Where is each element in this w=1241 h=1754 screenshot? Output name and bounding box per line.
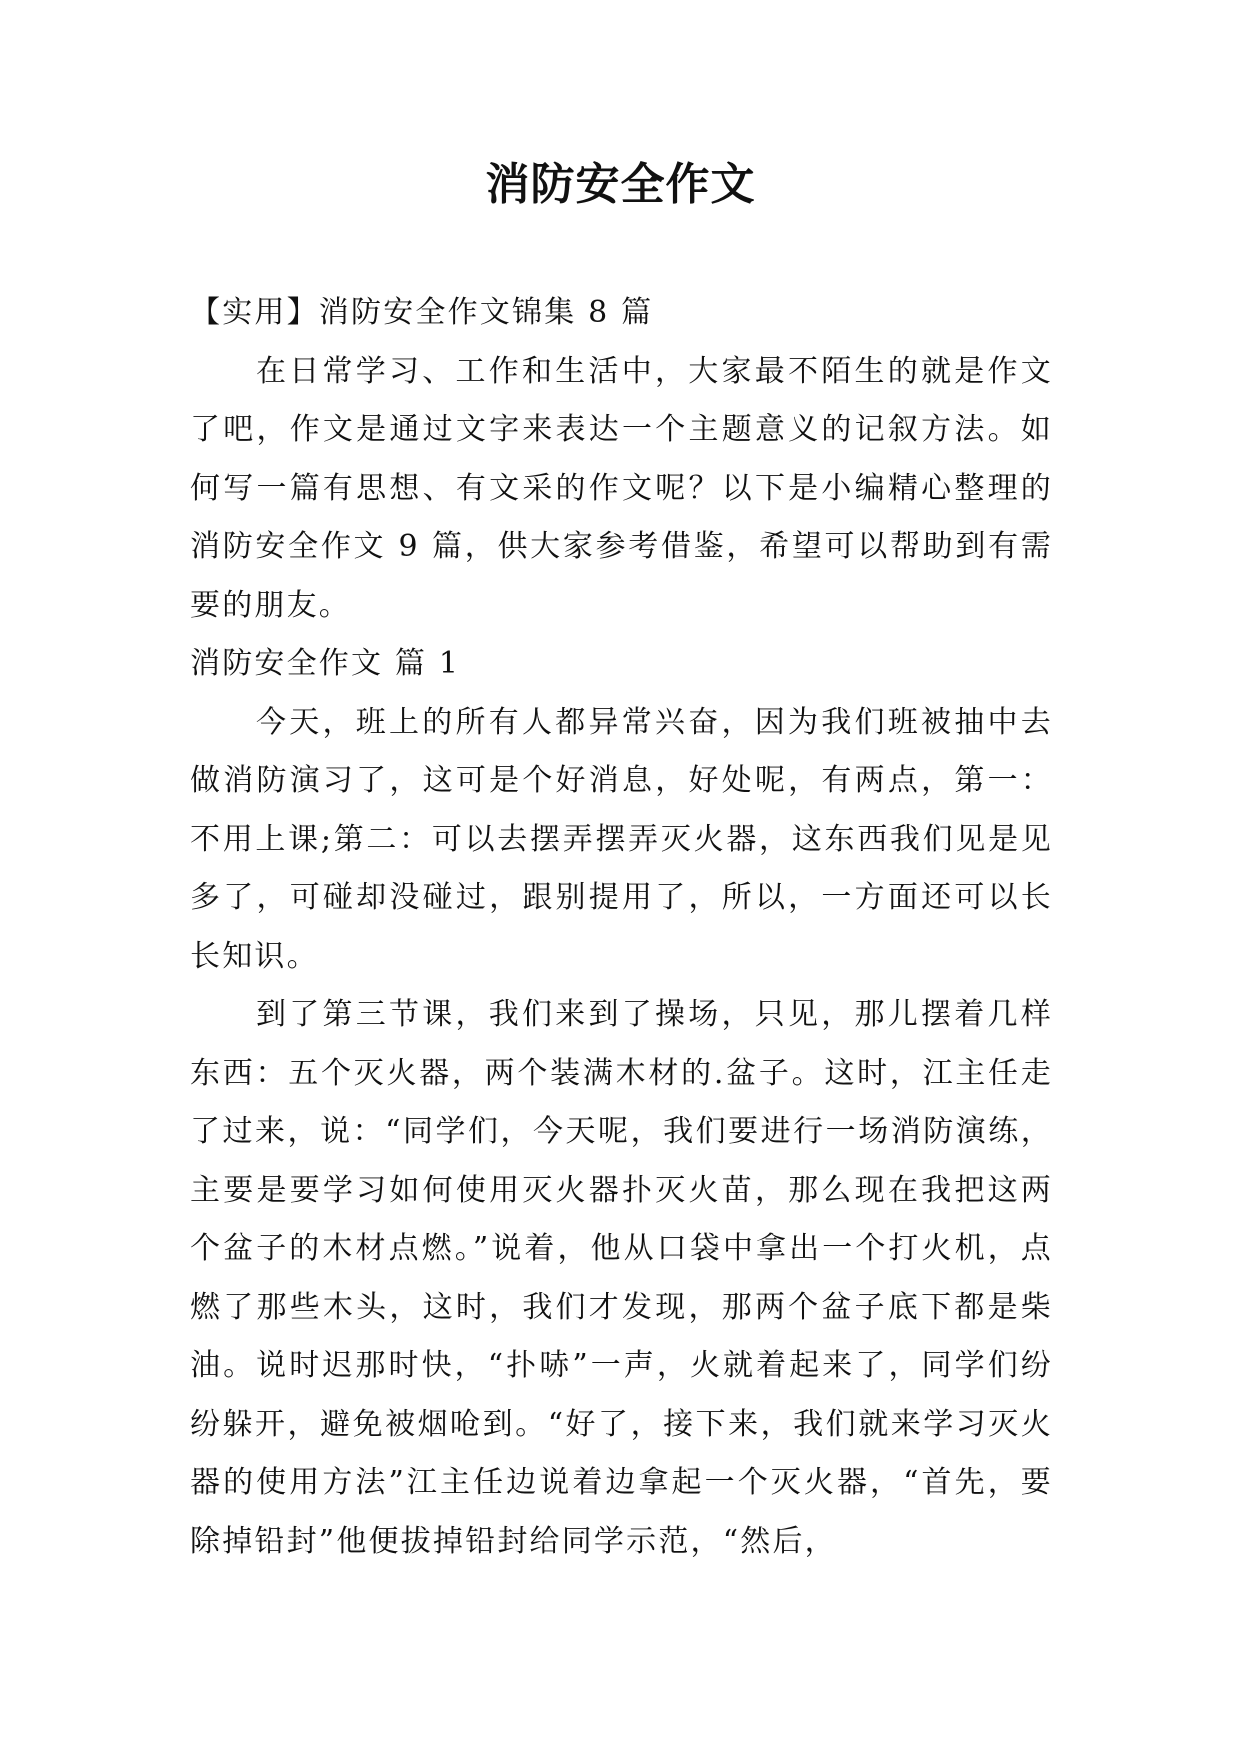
essay-heading: 消防安全作文 篇 1 bbox=[190, 646, 461, 681]
document-title: 消防安全作文 bbox=[485, 159, 756, 210]
essay-paragraph: 到了第三节课，我们来到了操场，只见，那儿摆着几样东西：五个灭火器，两个装满木材的.盆子。这时，江主任走了过来，说：“同学们，今天呢，我们要进行一场消防演练，主要是要学习如何使用灭火器扑灭火苗，那么现在我把这两个盆子的木材点燃。”说着，他从口袋中拿出一个打火机，点燃了那些木头，这时，我们才发现，那两个盆子底下都是柴油。说时迟那时快，“扑哧”一声，火就着起来了，同学们纷纷躲开，避免被烟呛到。“好了，接下来，我们就来学习灭火器的使用方法”江主任边说着边拿起一个灭火器，“首先，要除掉铅封”他便拔掉铅封给同学示范，“然后， bbox=[190, 997, 1053, 1559]
essay-paragraph: 今天，班上的所有人都异常兴奋，因为我们班被抽中去做消防演习了，这可是个好消息，好处呢，有两点，第一：不用上课;第二：可以去摆弄摆弄灭火器，这东西我们见是见多了，可碰却没碰过，跟别提用了，所以，一方面还可以长长知识。 bbox=[190, 704, 1053, 974]
document-body bbox=[190, 284, 1053, 1571]
intro-paragraph: 在日常学习、工作和生活中，大家最不陌生的就是作文了吧，作文是通过文字来表达一个主题意义的记叙方法。如何写一篇有思想、有文采的作文呢？以下是小编精心整理的消防安全作文 9 篇，供大家参考借鉴，希望可以帮助到有需要的朋友。 bbox=[190, 353, 1053, 623]
collection-title: 【实用】消防安全作文锦集 8 篇 bbox=[190, 295, 654, 330]
